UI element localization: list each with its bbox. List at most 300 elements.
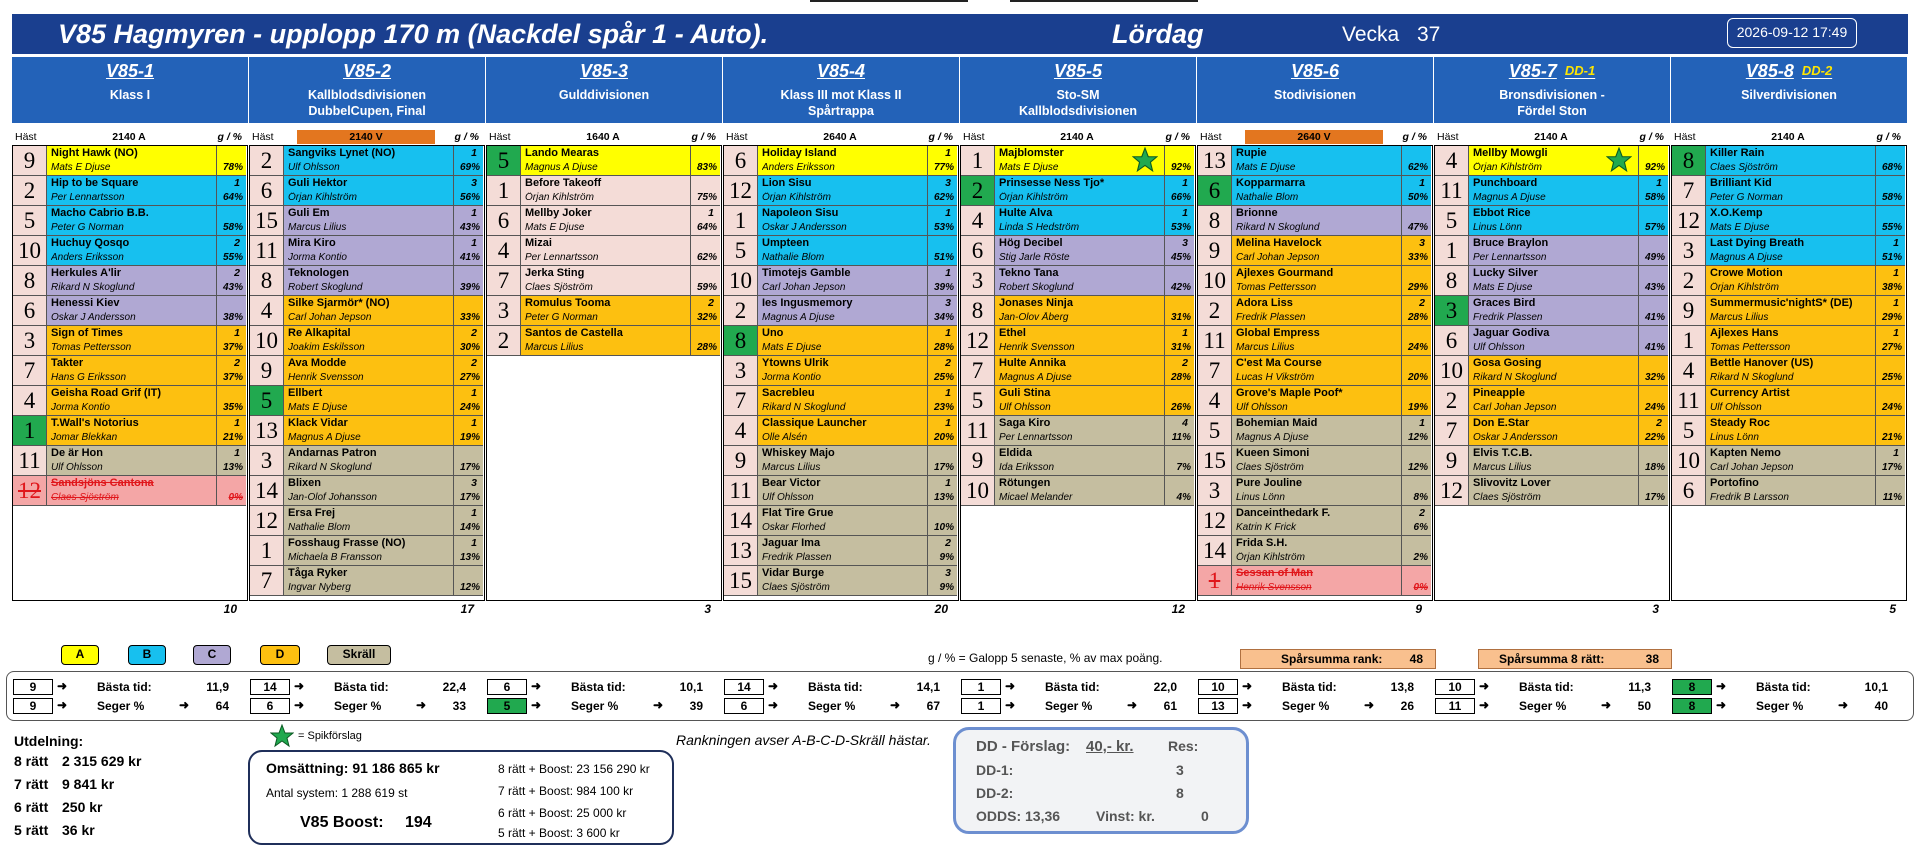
horse-table bbox=[960, 145, 1196, 601]
best-horse-box: 14 bbox=[250, 679, 290, 695]
start-number: 7 bbox=[487, 266, 521, 295]
points-pct: 24% bbox=[1644, 402, 1665, 413]
points-pct: 37% bbox=[222, 372, 243, 383]
driver-name: Magnus A Djuse bbox=[762, 312, 835, 323]
gallop-count: 1 bbox=[945, 417, 951, 429]
driver-name: Lucas H Vikström bbox=[1236, 372, 1315, 383]
race-class-line2: Kallblodsdivisionen bbox=[1018, 104, 1138, 118]
points-pct: 28% bbox=[1170, 372, 1191, 383]
race-header bbox=[249, 57, 485, 123]
best-time-label: Bästa tid: bbox=[334, 680, 389, 694]
dd1-value: 3 bbox=[1176, 762, 1184, 778]
driver-name: Marcus Lilius bbox=[1710, 312, 1769, 323]
points-pct: 7% bbox=[1176, 462, 1191, 473]
race-name-text: V85-5 bbox=[1053, 61, 1103, 81]
horse-name: Grove's Maple Poof* bbox=[1236, 387, 1343, 399]
horse-name: Mellby Joker bbox=[525, 207, 592, 219]
driver-name: Claes Sjöström bbox=[762, 582, 830, 593]
ranking-note: Rankningen avser A-B-C-D-Skräll hästar. bbox=[676, 732, 931, 748]
driver-name: Carl Johan Jepson bbox=[1710, 462, 1794, 473]
horse-name: C'est Ma Course bbox=[1236, 357, 1322, 369]
start-number: 9 bbox=[1435, 446, 1469, 475]
gallop-count: 3 bbox=[945, 177, 951, 189]
start-number: 11 bbox=[1435, 176, 1469, 205]
dd-title: DD - Förslag: bbox=[976, 738, 1071, 755]
driver-name: Fredrik B Larsson bbox=[1710, 492, 1789, 503]
horse-row bbox=[724, 446, 957, 476]
spik-legend bbox=[270, 724, 362, 748]
points-pct: 32% bbox=[1644, 372, 1665, 383]
start-number: 5 bbox=[487, 146, 521, 175]
arrow-icon: ➜ bbox=[179, 698, 190, 712]
gallop-count: 1 bbox=[471, 147, 477, 159]
horse-row bbox=[724, 476, 957, 506]
horse-name: Bettle Hanover (US) bbox=[1710, 357, 1814, 369]
driver-name: Robert Skoglund bbox=[999, 282, 1074, 293]
horse-name: Danceinthedark F. bbox=[1236, 507, 1331, 519]
points-pct: 9% bbox=[939, 582, 954, 593]
gallop-count: 1 bbox=[1893, 267, 1899, 279]
win-horse-box: 5 bbox=[487, 698, 527, 714]
boost-label: V85 Boost: bbox=[300, 814, 384, 831]
horse-row bbox=[250, 206, 483, 236]
race-name bbox=[1671, 61, 1907, 82]
legend-d: D bbox=[260, 645, 300, 665]
horse-row bbox=[1435, 236, 1668, 266]
start-number: 7 bbox=[1435, 416, 1469, 445]
driver-name: Örjan Kihlström bbox=[762, 192, 831, 203]
driver-name: Claes Sjöström bbox=[1236, 462, 1304, 473]
points-pct: 18% bbox=[1644, 462, 1665, 473]
horse-header: Häst bbox=[1200, 131, 1222, 143]
points-pct: 17% bbox=[933, 462, 954, 473]
horse-name: Romulus Tooma bbox=[525, 297, 611, 309]
dd2-value: 8 bbox=[1176, 785, 1184, 801]
legend-c: C bbox=[193, 645, 231, 665]
horse-row bbox=[487, 326, 720, 356]
start-number: 10 bbox=[250, 326, 284, 355]
points-pct: 11% bbox=[1171, 432, 1191, 443]
driver-name: Örjan Kihlström bbox=[1473, 162, 1542, 173]
horse-row bbox=[1435, 356, 1668, 386]
horse-row bbox=[250, 326, 483, 356]
horse-name: Currency Artist bbox=[1710, 387, 1790, 399]
points-pct: 41% bbox=[1644, 312, 1665, 323]
points-pct: 78% bbox=[222, 162, 243, 173]
start-number: 3 bbox=[724, 356, 758, 385]
start-number: 2 bbox=[1198, 296, 1232, 325]
driver-name: Claes Sjöström bbox=[1473, 492, 1541, 503]
points-pct: 23% bbox=[933, 402, 954, 413]
horse-row bbox=[1435, 176, 1668, 206]
gallop-count: 1 bbox=[945, 267, 951, 279]
stat-block bbox=[250, 679, 486, 717]
race-header bbox=[486, 57, 722, 123]
horse-row bbox=[487, 266, 720, 296]
race-header bbox=[960, 57, 1196, 123]
horse-row bbox=[1672, 356, 1905, 386]
horse-row bbox=[1198, 386, 1431, 416]
horse-name: Melina Havelock bbox=[1236, 237, 1322, 249]
gallop-count: 1 bbox=[945, 207, 951, 219]
start-number: 12 bbox=[1672, 206, 1706, 235]
gallop-count: 3 bbox=[1182, 237, 1188, 249]
utdelning-key: 8 rätt bbox=[14, 753, 49, 769]
best-time-value: 14,1 bbox=[916, 680, 940, 694]
horse-row bbox=[1672, 176, 1905, 206]
driver-name: Ingvar Nyberg bbox=[288, 582, 351, 593]
points-pct: 27% bbox=[459, 372, 480, 383]
start-number: 1 bbox=[250, 536, 284, 565]
horse-row bbox=[250, 176, 483, 206]
driver-name: Marcus Lilius bbox=[1473, 462, 1532, 473]
start-number: 2 bbox=[961, 176, 995, 205]
horse-table bbox=[1197, 145, 1433, 601]
horse-name: Blixen bbox=[288, 477, 322, 489]
win-horse-box: 6 bbox=[724, 698, 764, 714]
horse-row bbox=[1672, 326, 1905, 356]
horse-name: Vidar Burge bbox=[762, 567, 825, 579]
win-horse-box: 9 bbox=[13, 698, 53, 714]
driver-name: Rikard N Skoglund bbox=[51, 282, 135, 293]
race-class bbox=[12, 87, 248, 103]
driver-name: Jan-Olof Johansson bbox=[288, 492, 377, 503]
start-number: 3 bbox=[487, 296, 521, 325]
horse-name: Last Dying Breath bbox=[1710, 237, 1805, 249]
points-pct: 29% bbox=[1881, 312, 1902, 323]
driver-name: Örjan Kihlström bbox=[1236, 552, 1305, 563]
horse-row bbox=[1198, 176, 1431, 206]
driver-name: Michaela B Fransson bbox=[288, 552, 382, 563]
horse-name: Santos de Castella bbox=[525, 327, 623, 339]
horse-name: Mira Kiro bbox=[288, 237, 336, 249]
points-pct: 24% bbox=[1407, 342, 1428, 353]
start-number: 12 bbox=[13, 476, 47, 505]
gallop-count: 2 bbox=[1419, 297, 1425, 309]
race-class bbox=[486, 87, 722, 103]
driver-name: Magnus A Djuse bbox=[1236, 432, 1309, 443]
gallop-count: 1 bbox=[234, 417, 240, 429]
gallop-count: 1 bbox=[1182, 207, 1188, 219]
horse-row bbox=[1198, 266, 1431, 296]
horse-table bbox=[1434, 145, 1670, 601]
gallop-count: 2 bbox=[234, 267, 240, 279]
horse-name: Uno bbox=[762, 327, 784, 339]
points-pct: 28% bbox=[696, 342, 717, 353]
start-number: 4 bbox=[1198, 386, 1232, 415]
race-total: 12 bbox=[1171, 602, 1185, 616]
points-pct: 12% bbox=[1407, 462, 1428, 473]
points-pct: 22% bbox=[1644, 432, 1665, 443]
gallop-count: 1 bbox=[945, 327, 951, 339]
arrow-icon: ➜ bbox=[1601, 698, 1612, 712]
horse-name: Adora Liss bbox=[1236, 297, 1293, 309]
driver-name: Marcus Lilius bbox=[762, 462, 821, 473]
points-pct: 33% bbox=[459, 312, 480, 323]
start-number: 14 bbox=[250, 476, 284, 505]
horse-row bbox=[487, 206, 720, 236]
gallop-count: 1 bbox=[945, 147, 951, 159]
gallop-count: 1 bbox=[471, 387, 477, 399]
start-number: 9 bbox=[1198, 236, 1232, 265]
horse-row bbox=[13, 176, 246, 206]
arrow-icon: ➜ bbox=[1479, 698, 1490, 712]
horse-row bbox=[13, 296, 246, 326]
points-pct: 53% bbox=[1170, 222, 1191, 233]
page-title: V85 Hagmyren - upplopp 170 m (Nackdel spår 1 - Auto). bbox=[58, 19, 769, 49]
win-horse-box: 11 bbox=[1435, 698, 1475, 714]
driver-name: Mats E Djuse bbox=[762, 342, 822, 353]
column-header bbox=[1197, 130, 1433, 144]
horse-header: Häst bbox=[1437, 131, 1459, 143]
column-header bbox=[486, 130, 722, 144]
driver-name: Mats E Djuse bbox=[288, 402, 348, 413]
race-class bbox=[960, 87, 1196, 119]
win-horse-box: 1 bbox=[961, 698, 1001, 714]
horse-name: Ethel bbox=[999, 327, 1026, 339]
points-pct: 62% bbox=[933, 192, 954, 203]
race-class-line1: Bronsdivisionen - bbox=[1499, 88, 1605, 102]
start-number: 10 bbox=[1435, 356, 1469, 385]
best-horse-box: 8 bbox=[1672, 679, 1712, 695]
driver-name: Linus Lönn bbox=[1236, 492, 1285, 503]
points-pct: 28% bbox=[1407, 312, 1428, 323]
horse-name: Hög Decibel bbox=[999, 237, 1063, 249]
horse-row bbox=[13, 326, 246, 356]
driver-name: Oskar J Andersson bbox=[1473, 432, 1558, 443]
points-pct: 55% bbox=[222, 252, 243, 263]
points-pct: 17% bbox=[1644, 492, 1665, 503]
best-horse-box: 1 bbox=[961, 679, 1001, 695]
horse-name: Kapten Nemo bbox=[1710, 447, 1781, 459]
horse-name: Lion Sisu bbox=[762, 177, 812, 189]
race-class-line2: Fördel Ston bbox=[1517, 104, 1587, 118]
start-number: 7 bbox=[250, 566, 284, 595]
gallop-count: 3 bbox=[1419, 237, 1425, 249]
horse-name: T.Wall's Notorius bbox=[51, 417, 139, 429]
horse-name: Henessi Kiev bbox=[51, 297, 120, 309]
horse-row bbox=[1672, 206, 1905, 236]
horse-name: Umpteen bbox=[762, 237, 810, 249]
horse-name: Napoleon Sisu bbox=[762, 207, 839, 219]
arrow-icon: ➜ bbox=[768, 698, 779, 712]
driver-name: Henrik Svensson bbox=[999, 342, 1075, 353]
race-name-text: V85-7 bbox=[1508, 61, 1557, 81]
race-name-text: V85-6 bbox=[1290, 61, 1340, 81]
gallop-count: 1 bbox=[1893, 327, 1899, 339]
points-pct: 9% bbox=[939, 552, 954, 563]
horse-row bbox=[961, 386, 1194, 416]
driver-name: Anders Eriksson bbox=[762, 162, 835, 173]
start-number: 4 bbox=[1672, 356, 1706, 385]
best-time-value: 10,1 bbox=[679, 680, 703, 694]
stat-block bbox=[724, 679, 960, 717]
horse-row bbox=[487, 296, 720, 326]
race-name bbox=[960, 61, 1196, 82]
horse-row bbox=[1672, 296, 1905, 326]
horse-row bbox=[13, 146, 246, 176]
horse-row bbox=[961, 266, 1194, 296]
gallop-count: 3 bbox=[471, 477, 477, 489]
horse-table bbox=[486, 145, 722, 601]
start-number: 10 bbox=[1198, 266, 1232, 295]
gallop-count: 1 bbox=[234, 447, 240, 459]
horse-name: Flat Tire Grue bbox=[762, 507, 834, 519]
points-pct: 34% bbox=[933, 312, 954, 323]
points-pct: 37% bbox=[222, 342, 243, 353]
race-name-text: V85-2 bbox=[342, 61, 392, 81]
best-time-label: Bästa tid: bbox=[808, 680, 863, 694]
race-name bbox=[249, 61, 485, 82]
horse-name: Jerka Sting bbox=[525, 267, 585, 279]
driver-name: Fredrik Plassen bbox=[1236, 312, 1306, 323]
points-pct: 42% bbox=[1170, 282, 1191, 293]
points-pct: 57% bbox=[1644, 222, 1665, 233]
horse-row bbox=[1435, 326, 1668, 356]
horse-table bbox=[1671, 145, 1907, 601]
horse-name: Punchboard bbox=[1473, 177, 1538, 189]
points-pct: 39% bbox=[933, 282, 954, 293]
points-pct: 33% bbox=[1407, 252, 1428, 263]
horse-row bbox=[1198, 146, 1431, 176]
points-pct: 24% bbox=[459, 402, 480, 413]
driver-name: Carl Johan Jepson bbox=[762, 282, 846, 293]
win-pct-label: Seger % bbox=[808, 699, 856, 713]
horse-name: Ajlexes Hans bbox=[1710, 327, 1779, 339]
start-number: 6 bbox=[1672, 476, 1706, 505]
points-pct: 31% bbox=[1170, 342, 1191, 353]
race-total: 3 bbox=[704, 602, 711, 616]
races-grid bbox=[12, 57, 1908, 616]
utdelning-line bbox=[14, 776, 141, 799]
horse-row bbox=[250, 536, 483, 566]
driver-name: Carl Johan Jepson bbox=[288, 312, 372, 323]
distance-header: 1640 A bbox=[586, 131, 620, 143]
driver-name: Claes Sjöström bbox=[51, 492, 119, 503]
horse-name: Brionne bbox=[1236, 207, 1278, 219]
arrow-icon: ➜ bbox=[416, 698, 427, 712]
points-pct: 8% bbox=[1413, 492, 1428, 503]
race-header bbox=[723, 57, 959, 123]
horse-name: Lucky Silver bbox=[1473, 267, 1538, 279]
distance-header: 2140 A bbox=[112, 131, 146, 143]
driver-name: Rikard N Skoglund bbox=[1236, 222, 1320, 233]
start-number: 9 bbox=[250, 356, 284, 385]
win-pct-value: 39 bbox=[689, 699, 703, 713]
start-number: 10 bbox=[13, 236, 47, 265]
horse-row bbox=[961, 206, 1194, 236]
star-icon bbox=[1132, 147, 1158, 173]
arrow-icon: ➜ bbox=[768, 679, 779, 693]
race-class-line1: Kallblodsdivisionen bbox=[307, 88, 427, 102]
start-number: 6 bbox=[1435, 326, 1469, 355]
start-number: 7 bbox=[724, 386, 758, 415]
driver-name: Micael Melander bbox=[999, 492, 1073, 503]
horse-name: Pure Jouline bbox=[1236, 477, 1303, 489]
horse-row bbox=[1672, 236, 1905, 266]
horse-row bbox=[724, 416, 957, 446]
gallop-count: 1 bbox=[471, 507, 477, 519]
start-number: 4 bbox=[250, 296, 284, 325]
driver-name: Mats E Djuse bbox=[1473, 282, 1533, 293]
best-time-value: 10,1 bbox=[1864, 680, 1888, 694]
horse-name: Rupie bbox=[1236, 147, 1267, 159]
week-label: Vecka bbox=[1342, 23, 1400, 46]
race-header bbox=[1671, 57, 1907, 123]
stats-bar bbox=[6, 671, 1914, 721]
horse-row bbox=[724, 506, 957, 536]
start-number: 5 bbox=[724, 236, 758, 265]
horse-name: Eldida bbox=[999, 447, 1033, 459]
horse-row bbox=[1672, 386, 1905, 416]
dd-box bbox=[953, 727, 1249, 834]
win-pct-value: 50 bbox=[1637, 699, 1651, 713]
start-number: 1 bbox=[1672, 326, 1706, 355]
win-horse-box: 6 bbox=[250, 698, 290, 714]
horse-name: Andarnas Patron bbox=[288, 447, 377, 459]
horse-row bbox=[1198, 446, 1431, 476]
column-header bbox=[960, 130, 1196, 144]
best-time-label: Bästa tid: bbox=[1282, 680, 1337, 694]
horse-name: Bear Victor bbox=[762, 477, 821, 489]
omsattning-box bbox=[248, 750, 674, 845]
horse-name: Huchuy Qosqo bbox=[51, 237, 130, 249]
arrow-icon: ➜ bbox=[531, 698, 542, 712]
race-class-line2: DubbelCupen, Final bbox=[308, 104, 426, 118]
race-column bbox=[12, 57, 249, 616]
points-pct: 47% bbox=[1407, 222, 1428, 233]
gallop-count: 1 bbox=[1182, 177, 1188, 189]
driver-name: Örjan Kihlström bbox=[1710, 282, 1779, 293]
horse-name: Hulte Alva bbox=[999, 207, 1053, 219]
driver-name: Rikard N Skoglund bbox=[1710, 372, 1794, 383]
points-pct: 4% bbox=[1176, 492, 1191, 503]
start-number: 8 bbox=[1435, 266, 1469, 295]
start-number: 11 bbox=[13, 446, 47, 475]
start-number: 1 bbox=[961, 146, 995, 175]
horse-row bbox=[1672, 446, 1905, 476]
start-number: 13 bbox=[250, 416, 284, 445]
race-class-line1: Klass I bbox=[109, 88, 151, 102]
horse-row bbox=[961, 416, 1194, 446]
race-header bbox=[1434, 57, 1670, 123]
driver-name: Mats E Djuse bbox=[525, 222, 585, 233]
horse-name: Brilliant Kid bbox=[1710, 177, 1772, 189]
dd-badge: DD-2 bbox=[1801, 63, 1833, 78]
horse-row bbox=[487, 146, 720, 176]
legend-a: A bbox=[61, 645, 99, 665]
driver-name: Oskar J Andersson bbox=[51, 312, 136, 323]
race-class-line1: Gulddivisionen bbox=[558, 88, 650, 102]
horse-name: Guli Stina bbox=[999, 387, 1051, 399]
start-number: 7 bbox=[1672, 176, 1706, 205]
horse-row bbox=[724, 206, 957, 236]
driver-name: Ida Eriksson bbox=[999, 462, 1055, 473]
race-name bbox=[1434, 61, 1670, 82]
race-total: 3 bbox=[1652, 602, 1659, 616]
driver-name: Anders Eriksson bbox=[51, 252, 124, 263]
horse-row bbox=[487, 236, 720, 266]
horse-row bbox=[487, 176, 720, 206]
points-pct: 75% bbox=[696, 192, 717, 203]
driver-name: Jorma Kontio bbox=[51, 402, 110, 413]
points-pct: 39% bbox=[459, 282, 480, 293]
gallop-count: 1 bbox=[1893, 447, 1899, 459]
driver-name: Nathalie Blom bbox=[288, 522, 351, 533]
horse-row bbox=[1198, 506, 1431, 536]
horse-row bbox=[250, 356, 483, 386]
gallop-header: g / % bbox=[217, 131, 242, 143]
